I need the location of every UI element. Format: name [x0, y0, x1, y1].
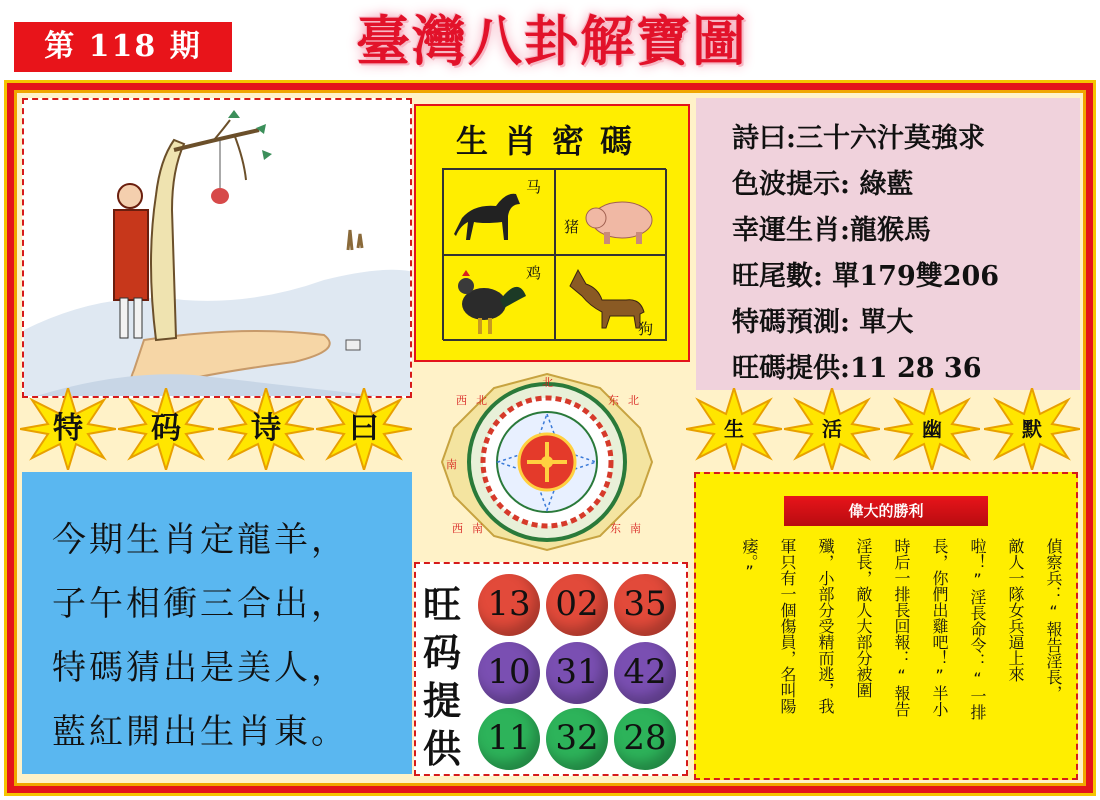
zodiac-cell-rooster [443, 255, 555, 341]
story-column: 長，你們出雞吧！”半小 [930, 538, 949, 717]
numbers-label-char: 提 [422, 678, 461, 723]
story-column: 痿。” [740, 538, 759, 581]
number-ball: 32 [546, 708, 608, 770]
poem-panel [22, 472, 412, 774]
zodiac-label: 猪 [564, 218, 580, 236]
star-badge [316, 388, 412, 470]
poem-line: 特碼猜出是美人， [52, 648, 348, 688]
number-ball: 10 [478, 642, 540, 704]
number-ball: 11 [478, 708, 540, 770]
number-ball: 31 [546, 642, 608, 704]
numbers-label-char: 码 [422, 630, 461, 675]
number-ball: 02 [546, 574, 608, 636]
story-column: 敵人一隊女兵逼上來 [1006, 538, 1025, 682]
number-ball: 28 [614, 708, 676, 770]
number-ball: 42 [614, 642, 676, 704]
number-ball: 35 [614, 574, 676, 636]
star-badge [118, 388, 214, 470]
star-badge [218, 388, 314, 470]
hot-numbers-panel [414, 562, 688, 776]
zodiac-label: 鸡 [526, 264, 542, 282]
zodiac-cell-horse [443, 169, 555, 255]
story-column: 淫長，敵人大部分被圍 [854, 538, 873, 698]
compass-label: 北 [628, 394, 639, 407]
hanging-tree-illustration [24, 100, 412, 398]
star-text: 活 [822, 417, 842, 441]
story-column: 偵察兵：“報告淫長， [1044, 538, 1063, 701]
illustration-panel [22, 98, 412, 398]
info-tail-numbers: 旺尾數: 單179雙206 [732, 261, 1000, 292]
star-badge [686, 388, 782, 470]
star-text: 幽 [922, 417, 942, 441]
zodiac-label: 狗 [638, 320, 654, 338]
numbers-label-char: 供 [422, 726, 461, 771]
info-prediction: 特碼預測: 單大 [732, 307, 914, 338]
story-column: 殲，小部分受精而逃，我 [816, 538, 835, 714]
poem-line: 子午相衝三合出， [52, 584, 348, 624]
number-ball: 13 [478, 574, 540, 636]
star-text: 默 [1022, 417, 1042, 441]
poem-line: 今期生肖定龍羊， [52, 520, 348, 560]
compass-label: 西 [452, 522, 463, 535]
poem-line: 藍紅開出生肖東。 [52, 712, 348, 752]
compass-label: 东 [608, 394, 619, 407]
zodiac-cell-dog [555, 255, 667, 341]
star-text: 诗 [251, 411, 281, 446]
info-lucky-zodiac: 幸運生肖:龍猴馬 [732, 215, 931, 246]
compass-label: 北 [476, 394, 487, 407]
info-panel [696, 98, 1080, 390]
story-title: 偉大的勝利 [784, 496, 988, 526]
zodiac-label: 马 [526, 178, 542, 196]
bagua-compass [440, 372, 654, 552]
compass-label: 北 [542, 376, 553, 389]
star-badge [884, 388, 980, 470]
story-panel [694, 472, 1078, 780]
compass-label: 南 [630, 522, 641, 535]
numbers-label-char: 旺 [422, 582, 461, 627]
star-badge [20, 388, 116, 470]
issue-number: 第 118 期 [14, 22, 232, 72]
star-text: 码 [151, 411, 181, 446]
star-text: 生 [724, 417, 744, 441]
story-column: 軍只有一個傷員，名叫陽 [778, 538, 797, 714]
info-color-hint: 色波提示: 綠藍 [732, 169, 914, 200]
compass-label: 东 [610, 522, 621, 535]
zodiac-code-panel [414, 104, 690, 362]
info-poem: 詩曰:三十六汁莫強求 [732, 123, 985, 154]
zodiac-code-title: 生肖密碼 [455, 122, 648, 160]
compass-label: 南 [472, 522, 483, 535]
story-column: 時后一排長回報：“報告 [892, 538, 911, 717]
zodiac-cell-pig [555, 169, 667, 255]
pig-icon [556, 170, 668, 256]
zodiac-grid [442, 168, 666, 340]
compass-label: 南 [446, 458, 457, 471]
compass-label: 西 [456, 394, 467, 407]
star-text: 特 [53, 411, 83, 446]
star-badge [984, 388, 1080, 470]
star-text: 曰 [349, 411, 379, 446]
story-column: 啦！”淫長命令：“一排 [968, 538, 987, 720]
star-badge [784, 388, 880, 470]
info-hot-numbers: 旺碼提供:11 28 36 [732, 353, 982, 384]
page-title: 臺灣八卦解寶圖 [356, 9, 748, 73]
